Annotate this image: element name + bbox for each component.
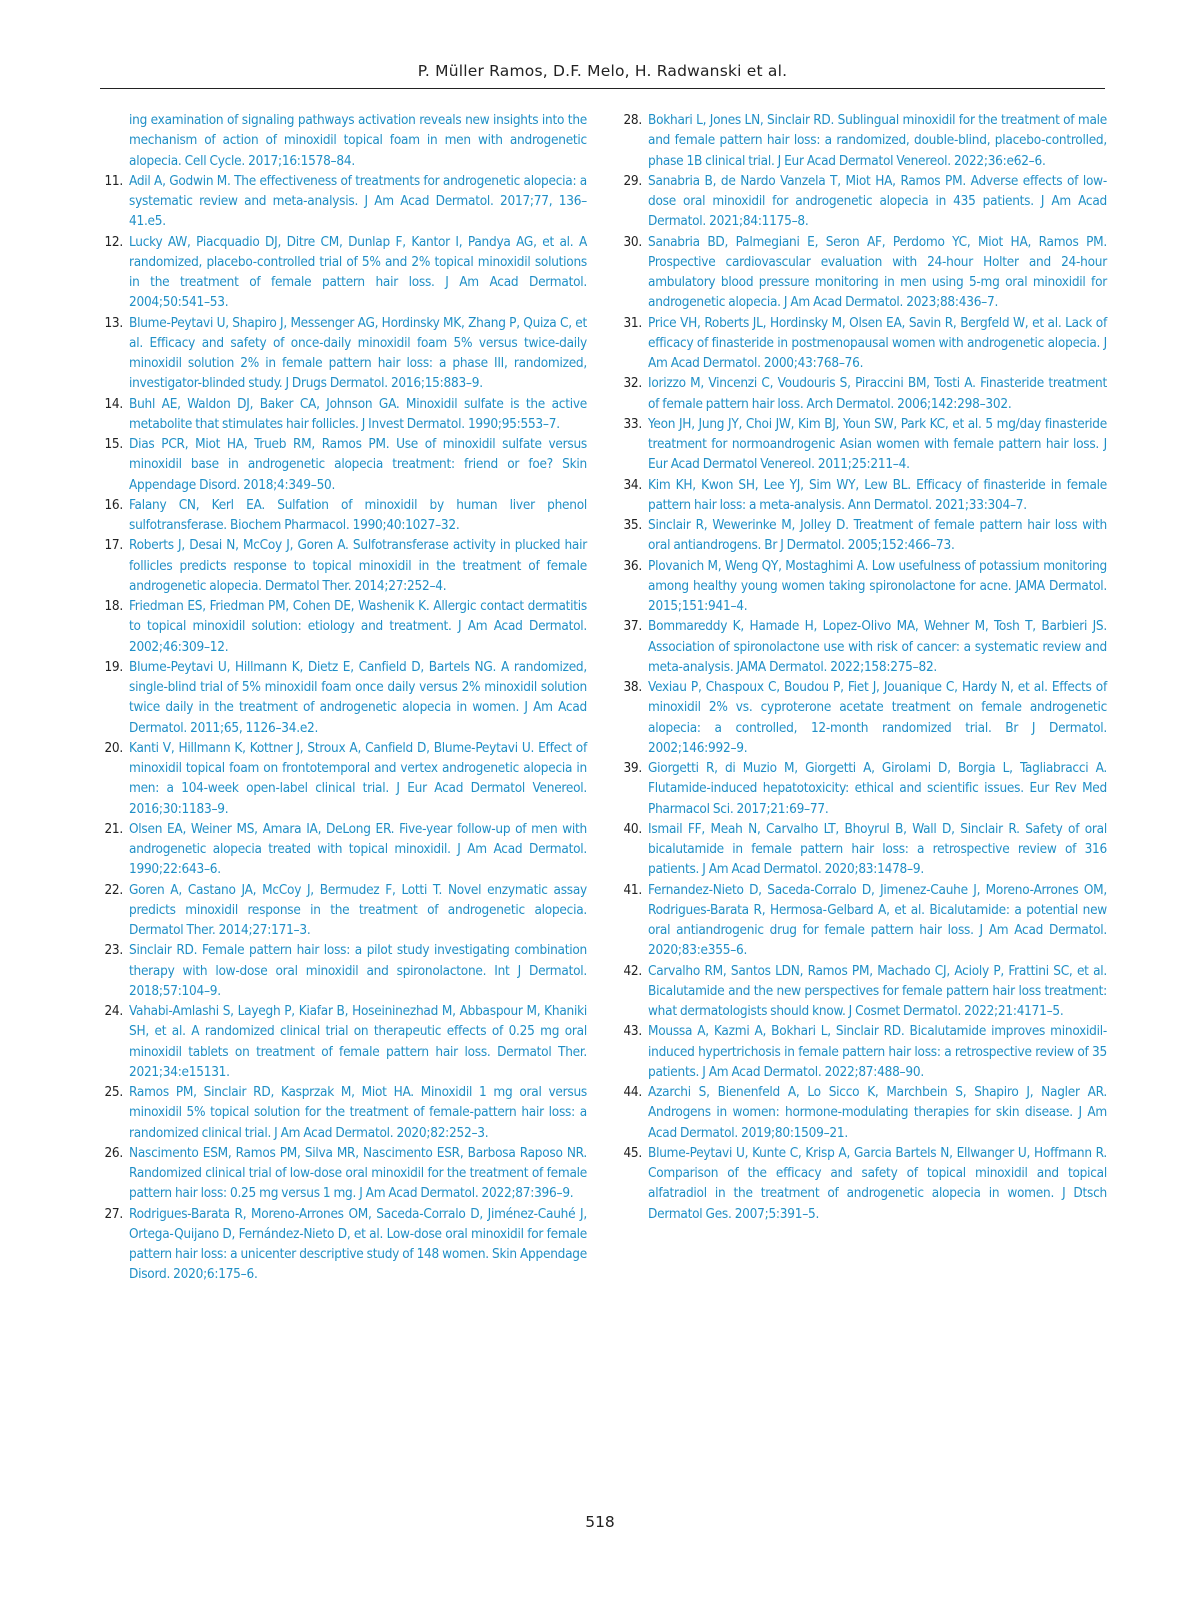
reference-number: 14. xyxy=(104,395,123,412)
reference-item xyxy=(99,1082,587,1143)
reference-item xyxy=(618,819,1107,880)
reference-text[interactable]: Price VH, Roberts JL, Hordinsky M, Olsen EA, Savin R, Bergfeld W, et al. Lack of efficacy of finasteride in postmenopausal women with androgenetic alopecia. J Am Acad Dermatol. 2000;43:768–76. xyxy=(648,314,1107,371)
reference-item xyxy=(99,394,587,435)
reference-item xyxy=(99,738,587,819)
reference-number: 15. xyxy=(104,436,123,452)
reference-number: 17. xyxy=(104,537,123,554)
references-right-column xyxy=(618,110,1107,1224)
reference-item xyxy=(99,110,587,171)
running-head: P. Müller Ramos, D.F. Melo, H. Radwanski et al. xyxy=(417,62,788,80)
reference-item xyxy=(618,1082,1107,1143)
reference-number: 13. xyxy=(104,314,123,331)
reference-text[interactable]: Sanabria BD, Palmegiani E, Seron AF, Perdomo YC, Miot HA, Ramos PM. Prospective cardiovascular evaluation with 24-hour Holter and 24-hour ambulatory blood pressure monitoring in men using 5-mg oral minoxidil for androgenetic alopecia. J Am Acad Dermatol. 2023;88:436–7. xyxy=(648,233,1107,311)
reference-text[interactable]: Ismail FF, Meah N, Carvalho LT, Bhoyrul B, Wall D, Sinclair R. Safety of oral bicalutamide in female pattern hair loss: a retrospective review of 316 patients. J Am Acad Dermatol. 2020;83:1478–9. xyxy=(648,820,1107,878)
reference-number: 20. xyxy=(104,739,123,756)
reference-number: 38. xyxy=(623,679,642,695)
reference-number: 34. xyxy=(623,476,642,493)
reference-text[interactable]: ing examination of signaling pathways activation reveals new insights into the mechanism of action of minoxidil topical foam in men with androgenetic alopecia. Cell Cycle. 2017;16:1578–84. xyxy=(129,112,587,169)
reference-number: 41. xyxy=(623,881,642,898)
reference-text[interactable]: Sinclair RD. Female pattern hair loss: a pilot study investigating combination therapy with low-dose oral minoxidil and spironolactone. Int J Dermatol. 2018;57:104–9. xyxy=(129,942,587,999)
reference-number: 28. xyxy=(623,112,642,128)
reference-text[interactable]: Carvalho RM, Santos LDN, Ramos PM, Machado CJ, Acioly P, Frattini SC, et al. Bicalutamide and the new perspectives for female pattern hair loss treatment: what dermatologists should know. J Cosmet Dermatol. 2022;21:4171–5. xyxy=(648,962,1107,1019)
reference-text[interactable]: Olsen EA, Weiner MS, Amara IA, DeLong ER. Five-year follow-up of men with androgenetic alopecia treated with topical minoxidil. J Am Acad Dermatol. 1990;22:643–6. xyxy=(129,820,587,878)
reference-text[interactable]: Dias PCR, Miot HA, Trueb RM, Ramos PM. Use of minoxidil sulfate versus minoxidil base in androgenetic alopecia treatment: friend or foe? Skin Appendage Disord. 2018;4:349–50. xyxy=(129,436,587,493)
reference-text[interactable]: Moussa A, Kazmi A, Bokhari L, Sinclair RD. Bicalutamide improves minoxidil-induced hypertrichosis in female pattern hair loss: a retrospective review of 35 patients. J Am Acad Dermatol. 2022;87:488–90. xyxy=(648,1023,1107,1080)
reference-item xyxy=(618,373,1107,414)
reference-item xyxy=(99,313,587,394)
reference-item xyxy=(618,414,1107,475)
reference-item xyxy=(618,1021,1107,1082)
reference-text[interactable]: Fernandez-Nieto D, Saceda-Corralo D, Jimenez-Cauhe J, Moreno-Arrones OM, Rodrigues-Barata R, Hermosa-Gelbard A, et al. Bicalutamide: a potential new oral antiandrogenic drug for female pattern hair loss. J Am Acad Dermatol. 2020;83:e355–6. xyxy=(648,881,1107,959)
reference-text[interactable]: Falany CN, Kerl EA. Sulfation of minoxidil by human liver phenol sulfotransferase. Biochem Pharmacol. 1990;40:1027–32. xyxy=(129,496,587,533)
reference-number: 12. xyxy=(104,233,123,250)
reference-number: 19. xyxy=(104,658,123,675)
reference-item xyxy=(99,819,587,880)
reference-text[interactable]: Bommareddy K, Hamade H, Lopez-Olivo MA, Wehner M, Tosh T, Barbieri JS. Association of spironolactone use with risk of cancer: a systematic review and meta-analysis. JAMA Dermatol. 2022;158:275–82. xyxy=(648,618,1107,675)
reference-number: 29. xyxy=(623,172,642,189)
reference-item xyxy=(618,1143,1107,1224)
reference-item xyxy=(99,434,587,495)
reference-number: 23. xyxy=(104,942,123,959)
reference-text[interactable]: Plovanich M, Weng QY, Mostaghimi A. Low usefulness of potassium monitoring among healthy young women taking spironolactone for acne. JAMA Dermatol. 2015;151:941–4. xyxy=(648,557,1107,614)
reference-text[interactable]: Vexiau P, Chaspoux C, Boudou P, Fiet J, Jouanique C, Hardy N, et al. Effects of minoxidil 2% vs. cyproterone acetate treatment on female androgenetic alopecia: a controlled, 12-month randomized trial. Br J Dermatol. 2002;146:992–9. xyxy=(648,679,1107,756)
reference-item xyxy=(99,940,587,1001)
reference-item xyxy=(99,1204,587,1285)
reference-text[interactable]: Roberts J, Desai N, McCoy J, Goren A. Sulfotransferase activity in plucked hair follicles predicts response to topical minoxidil in the treatment of female androgenetic alopecia. Dermatol Ther. 2014;27:252–4. xyxy=(129,537,587,594)
reference-number: 31. xyxy=(623,314,642,331)
reference-text[interactable]: Ramos PM, Sinclair RD, Kasprzak M, Miot HA. Minoxidil 1 mg oral versus minoxidil 5% topical solution for the treatment of female-pattern hair loss: a randomized clinical trial. J Am Acad Dermatol. 2020;82:252–3. xyxy=(129,1084,587,1141)
reference-item xyxy=(618,515,1107,556)
reference-number: 33. xyxy=(623,415,642,432)
reference-text[interactable]: Buhl AE, Waldon DJ, Baker CA, Johnson GA. Minoxidil sulfate is the active metabolite that stimulates hair follicles. J Invest Dermatol. 1990;95:553–7. xyxy=(129,395,587,432)
reference-number: 35. xyxy=(623,517,642,533)
reference-number: 11. xyxy=(104,172,123,189)
reference-item xyxy=(99,1143,587,1204)
reference-text[interactable]: Bokhari L, Jones LN, Sinclair RD. Sublingual minoxidil for the treatment of male and female pattern hair loss: a randomized, double-blind, placebo-controlled, phase 1B clinical trial. J Eur Acad Dermatol Venereol. 2022;36:e62–6. xyxy=(648,112,1107,169)
reference-text[interactable]: Blume-Peytavi U, Hillmann K, Dietz E, Canfield D, Bartels NG. A randomized, single-blind trial of 5% minoxidil foam once daily versus 2% minoxidil solution twice daily in the treatment of androgenetic alopecia in women. J Am Acad Dermatol. 2011;65, 1126–34.e2. xyxy=(129,658,587,736)
reference-text[interactable]: Rodrigues-Barata R, Moreno-Arrones OM, Saceda-Corralo D, Jiménez-Cauhé J, Ortega-Quijano D, Fernández-Nieto D, et al. Low-dose oral minoxidil for female pattern hair loss: a unicenter descriptive study of 148 women. Skin Appendage Disord. 2020;6:175–6. xyxy=(129,1205,587,1283)
reference-number: 25. xyxy=(104,1084,123,1100)
reference-item xyxy=(618,475,1107,516)
reference-number: 39. xyxy=(623,760,642,776)
header-rule xyxy=(100,88,1105,89)
reference-text[interactable]: Friedman ES, Friedman PM, Cohen DE, Washenik K. Allergic contact dermatitis to topical minoxidil solution: etiology and treatment. J Am Acad Dermatol. 2002;46:309–12. xyxy=(129,598,587,655)
reference-number: 30. xyxy=(623,233,642,250)
reference-number: 18. xyxy=(104,598,123,614)
reference-text[interactable]: Giorgetti R, di Muzio M, Giorgetti A, Girolami D, Borgia L, Tagliabracci A. Flutamide-induced hepatotoxicity: ethical and scientific issues. Eur Rev Med Pharmacol Sci. 2017;21:69–77. xyxy=(648,760,1107,817)
reference-number: 37. xyxy=(623,618,642,635)
reference-item xyxy=(618,880,1107,961)
reference-item xyxy=(99,495,587,536)
reference-text[interactable]: Yeon JH, Jung JY, Choi JW, Kim BJ, Youn SW, Park KC, et al. 5 mg/day finasteride treatment for normoandrogenic Asian women with female pattern hair loss. J Eur Acad Dermatol Venereol. 2011;25:211–4. xyxy=(648,415,1107,473)
reference-item xyxy=(99,596,587,657)
reference-item xyxy=(618,758,1107,819)
reference-number: 43. xyxy=(623,1023,642,1040)
reference-number: 21. xyxy=(104,820,123,837)
reference-number: 40. xyxy=(623,820,642,837)
reference-number: 32. xyxy=(623,375,642,392)
reference-item xyxy=(99,535,587,596)
reference-item xyxy=(99,171,587,232)
reference-item xyxy=(99,880,587,941)
reference-number: 24. xyxy=(104,1003,123,1019)
reference-item xyxy=(618,110,1107,171)
reference-text[interactable]: Sinclair R, Wewerinke M, Jolley D. Treatment of female pattern hair loss with oral antiandrogens. Br J Dermatol. 2005;152:466–73. xyxy=(648,517,1107,554)
reference-item xyxy=(618,313,1107,374)
reference-number: 45. xyxy=(623,1144,642,1161)
reference-item xyxy=(618,556,1107,617)
reference-text[interactable]: Lucky AW, Piacquadio DJ, Ditre CM, Dunlap F, Kantor I, Pandya AG, et al. A randomized, placebo-controlled trial of 5% and 2% topical minoxidil solutions in the treatment of female pattern hair loss. J Am Acad Dermatol. 2004;50:541–53. xyxy=(129,233,587,311)
reference-text[interactable]: Goren A, Castano JA, McCoy J, Bermudez F, Lotti T. Novel enzymatic assay predicts minoxidil response in the treatment of androgenetic alopecia. Dermatol Ther. 2014;27:171–3. xyxy=(129,881,587,938)
reference-text[interactable]: Iorizzo M, Vincenzi C, Voudouris S, Piraccini BM, Tosti A. Finasteride treatment of female pattern hair loss. Arch Dermatol. 2006;142:298–302. xyxy=(648,375,1107,412)
reference-item xyxy=(99,232,587,313)
reference-text[interactable]: Azarchi S, Bienenfeld A, Lo Sicco K, Marchbein S, Shapiro J, Nagler AR. Androgens in women: hormone-modulating therapies for skin disease. J Am Acad Dermatol. 2019;80:1509–21. xyxy=(648,1084,1107,1141)
reference-item xyxy=(618,171,1107,232)
reference-text[interactable]: Sanabria B, de Nardo Vanzela T, Miot HA, Ramos PM. Adverse effects of low-dose oral minoxidil for androgenetic alopecia in 435 patients. J Am Acad Dermatol. 2021;84:1175–8. xyxy=(648,172,1107,230)
reference-text[interactable]: Blume-Peytavi U, Shapiro J, Messenger AG, Hordinsky MK, Zhang P, Quiza C, et al. Efficacy and safety of once-daily minoxidil foam 5% versus twice-daily minoxidil solution 2% in female pattern hair loss: a phase III, randomized, investigator-blinded study. J Drugs Dermatol. 2016;15:883–9. xyxy=(129,314,587,392)
reference-number: 22. xyxy=(104,881,123,898)
reference-item xyxy=(618,616,1107,677)
reference-number: 26. xyxy=(104,1144,123,1161)
references-left-column xyxy=(99,110,587,1285)
reference-text[interactable]: Nascimento ESM, Ramos PM, Silva MR, Nascimento ESR, Barbosa Raposo NR. Randomized clinical trial of low-dose oral minoxidil for the treatment of female pattern hair loss: 0.25 mg versus 1 mg. J Am Acad Dermatol. 2022;87:396–9. xyxy=(129,1144,587,1202)
reference-number: 36. xyxy=(623,557,642,574)
reference-number: 16. xyxy=(104,496,123,513)
reference-text[interactable]: Kanti V, Hillmann K, Kottner J, Stroux A, Canfield D, Blume-Peytavi U. Effect of minoxidil topical foam on frontotemporal and vertex androgenetic alopecia in men: a 104-week open-label clinical trial. J Eur Acad Dermatol Venereol. 2016;30:1183–9. xyxy=(129,739,587,817)
reference-item xyxy=(99,1001,587,1082)
reference-text[interactable]: Vahabi-Amlashi S, Layegh P, Kiafar B, Hoseininezhad M, Abbaspour M, Khaniki SH, et al. A randomized clinical trial on therapeutic effects of 0.25 mg oral minoxidil tablets on treatment of female pattern hair loss. Dermatol Ther. 2021;34:e15131. xyxy=(129,1003,587,1080)
reference-item xyxy=(618,232,1107,313)
reference-number: 27. xyxy=(104,1205,123,1222)
reference-item xyxy=(99,657,587,738)
reference-text[interactable]: Blume-Peytavi U, Kunte C, Krisp A, Garcia Bartels N, Ellwanger U, Hoffmann R. Comparison of the efficacy and safety of topical minoxidil and topical alfatradiol in the treatment of androgenetic alopecia in women. J Dtsch Dermatol Ges. 2007;5:391–5. xyxy=(648,1144,1107,1222)
reference-text[interactable]: Kim KH, Kwon SH, Lee YJ, Sim WY, Lew BL. Efficacy of finasteride in female pattern hair loss: a meta-analysis. Ann Dermatol. 2021;33:304–7. xyxy=(648,476,1107,513)
reference-text[interactable]: Adil A, Godwin M. The effectiveness of treatments for androgenetic alopecia: a systematic review and meta-analysis. J Am Acad Dermatol. 2017;77, 136–41.e5. xyxy=(129,172,587,230)
page-number: 518 xyxy=(585,1513,615,1531)
reference-item xyxy=(618,961,1107,1022)
reference-number: 44. xyxy=(623,1084,642,1100)
reference-item xyxy=(618,677,1107,758)
reference-number: 42. xyxy=(623,962,642,979)
